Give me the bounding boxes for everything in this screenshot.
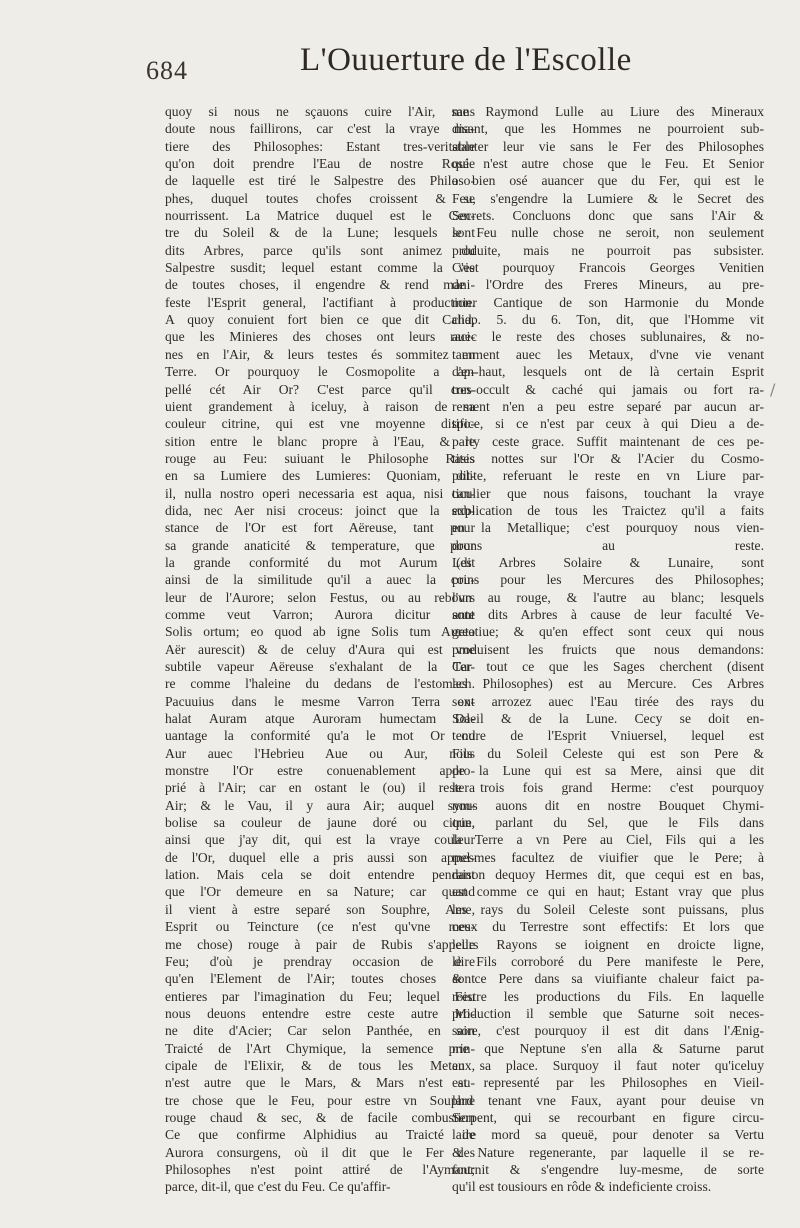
text-line: est comme ce qui en haut; Estant vray que plus	[452, 884, 764, 900]
text-line: Serpent, qui se recourbant en figure circu-	[452, 1109, 764, 1125]
left-text-column	[165, 103, 475, 1196]
text-line: polite, referuant le reste en vn Liure par-	[452, 468, 764, 484]
text-line: explication de tous les Traictez qu'il a faits	[452, 502, 764, 518]
text-line: qu'on doit prendre l'Eau de nostre Rosée	[165, 156, 475, 172]
text-line: disant, que les Hommes ne pourroient sub-	[452, 121, 764, 137]
text-line: feste l'Esprit general, l'actifiant à production.	[165, 294, 475, 310]
text-line: stanter leur vie sans le Fer des Philosophes	[452, 138, 764, 154]
text-line: nes en l'Air, & leurs testes és sommitez en	[165, 346, 475, 362]
text-line: mier Cantique de son Harmonie du Monde	[452, 294, 764, 310]
text-line: tamment auec les Metaux, d'vne vie venant	[452, 346, 764, 362]
text-line: a bien osé auancer que du Fer, qui est le	[452, 173, 764, 189]
text-line: rouge chaud & sec, & de facile combustion	[165, 1109, 475, 1125]
text-line: Philosophes n'est point attiré de l'Aymant;	[165, 1161, 475, 1177]
text-line: getatiue; & qu'en effect sont ceux qui nous	[452, 624, 764, 640]
text-line: ainsi de la similitude qu'il a auec la cou-	[165, 572, 475, 588]
text-line: sont arrozez auec l'Eau tirée des rays du	[452, 693, 764, 709]
text-line: uantage la conformité qu'a le mot Or ou	[165, 728, 475, 744]
text-line: tre chose que le Feu, pour estre vn Souphre	[165, 1092, 475, 1108]
text-line: tendre de l'Esprit Vniuersel, lequel est	[452, 728, 764, 744]
text-line: Aurora consurgens, où il dit que le Fer des	[165, 1144, 475, 1160]
text-line: laire mord sa queuë, pour denoter sa Vertu	[452, 1127, 764, 1143]
text-line: de la Lune qui est sa Mere, ainsi que dit	[452, 763, 764, 779]
text-line: tre du Soleil & de la Lune; lesquels sont	[165, 225, 475, 241]
text-line: Air; & le Vau, il y aura Air; auquel sym-	[165, 797, 475, 813]
text-line: Aur auec l'Hebrieu Aue ou Aur, nous	[165, 745, 475, 761]
text-line: qu'en l'Element de l'Air; toutes choses sont	[165, 971, 475, 987]
text-line: qui n'est autre chose que le Feu. Et Senior	[452, 156, 764, 172]
text-line: nourrissent. La Matrice duquel est le Cen-	[165, 208, 475, 224]
text-line: entieres par l'imagination du Feu; lequel Feu	[165, 988, 475, 1004]
text-line: me Raymond Lulle au Liure des Mineraux	[452, 104, 764, 119]
text-line: bolise sa couleur de jaune doré ou citrin,	[165, 815, 475, 831]
text-line: re comme l'haleine du dedans de l'estomach.	[165, 676, 475, 692]
text-line: Soleil & de la Lune. Cecy se doit en-	[452, 711, 764, 727]
text-line: qu'il est tousiours en rôde & indeficiente croiss.	[452, 1179, 712, 1195]
text-line: uient grandement à iceluy, à raison de sa	[165, 398, 475, 414]
text-line: monstre l'Or estre conuenablement appro-	[165, 763, 475, 779]
text-line: en sa Lumiere des Lumieres: Quoniam, dit-	[165, 468, 475, 484]
text-line: sa grande anaticité & temperature, que pour	[165, 537, 475, 553]
text-line: les Philosophes) est au Mercure. Ces Arbres	[452, 676, 764, 692]
text-line: tites nottes sur l'Or & l'Acier du Cosmo-	[452, 450, 764, 466]
text-line: Solis ortum; eo quod ab igne Solis tum Aureo	[165, 624, 475, 640]
text-line: Car tout ce que les Sages cherchent (disent	[452, 659, 764, 674]
text-line: nous deuons entendre estre ceste autre Mi-	[165, 1005, 475, 1021]
text-line: Secrets. Concluons donc que sans l'Air &	[452, 208, 764, 224]
text-line: A quoy conuient fort bien ce que dit Calid,	[165, 312, 475, 328]
page-header	[0, 36, 800, 96]
text-line: Les Arbres Solaire & Lunaire, sont	[452, 554, 764, 570]
text-line: couleur citrine, qui est vne moyenne dispo-	[165, 416, 475, 432]
text-line: que l'Or demeure en sa Nature; car quand	[165, 884, 475, 900]
text-line: Salpestre susdit; lequel estant comme la vie	[165, 260, 475, 276]
text-line: leur de l'Aurore; selon Festus, ou au rebours	[165, 589, 475, 605]
text-line: que les Minieres des choses ont leurs raci-	[165, 329, 475, 345]
text-line: chap. 5. du 6. Ton, dit, que l'Homme vit	[452, 312, 764, 328]
text-line: production il semble que Saturne soit neces-	[452, 1005, 764, 1021]
text-line: la grande conformité du mot Aurum (dit	[165, 554, 475, 570]
text-line: il, nulla nostro operi necessaria est aqua, nisi can-	[165, 485, 475, 501]
text-line: dits Arbres, parce qu'ils sont animez du	[165, 242, 475, 258]
text-line: Pacuuius dans le mesme Varron Terra ex-	[165, 693, 475, 709]
text-line: sition entre le blanc propre à l'Eau, & le	[165, 433, 475, 449]
text-line: ceux du Terrestre sont effectifs: Et lors que	[452, 919, 764, 935]
text-line: leurs Rayons se ioignent en droicte ligne,	[452, 936, 764, 952]
text-line: sont dits Arbres à cause de leur faculté Ve-	[452, 606, 764, 622]
text-line: ticulier que nous faisons, touchant la vraye	[452, 485, 764, 501]
margin-mark: /	[770, 380, 776, 399]
text-line: Aër aurescit) & de celuy d'Aura qui est vne	[165, 641, 475, 657]
text-line: Feu, s'engendre la Lumiere & le Secret des	[452, 190, 764, 206]
text-line: de laquelle est tiré le Salpestre des Philoso-	[165, 173, 475, 189]
text-line: roistre les productions du Fils. En laquelle	[452, 988, 764, 1004]
text-line: est representé par les Philosophes en Vieil-	[452, 1075, 764, 1091]
text-line: saire, c'est pourquoy il est dit dans l'Ænig-	[452, 1023, 764, 1039]
text-line: & Nature regenerante, par laquelle il se re-	[452, 1144, 764, 1160]
text-line: tres-occult & caché qui jamais ou fort ra-	[452, 381, 764, 397]
text-line: de toutes choses, il engendre & rend mani-	[165, 277, 475, 293]
text-line: le trois fois grand Herme: c'est pourquoy	[452, 780, 764, 796]
text-line: de l'Ordre des Freres Mineurs, au pre-	[452, 277, 764, 293]
text-line: comme veut Varron; Aurora dicitur ante	[165, 606, 475, 622]
text-line: prié à l'Air; car en ostant le (ou) il restera	[165, 780, 475, 796]
text-line: phes, duquel toutes chofes croissent & se	[165, 190, 475, 206]
right-text-column	[452, 103, 764, 1196]
text-line: d'en-haut, lesquels ont de là certain Esprit	[452, 364, 764, 380]
text-line: Fils du Soleil Celeste qui est son Pere &	[452, 745, 764, 761]
text-line: pellé cét Air Or? C'est parce qu'il con-	[165, 381, 475, 397]
text-line: quoy si nous ne sçauons cuire l'Air, sans	[165, 104, 475, 119]
text-line: lation. Mais cela se doit entendre pendant	[165, 867, 475, 883]
text-line: auec le reste des choses sublunaires, & no-	[452, 329, 764, 345]
text-line: doute nous faillirons, car c'est la vraye ma-	[165, 121, 475, 137]
text-line: en sa place. Surquoy il faut noter qu'iceluy	[452, 1057, 764, 1073]
text-line: n'est autre que le Mars, & Mars n'est au-	[165, 1075, 475, 1091]
text-line: raison dequoy Hermes dit, que cequi est en bas,	[452, 867, 764, 883]
text-line: halat Auram atque Auroram humectam Da-	[165, 711, 475, 727]
text-line: C'est pourquoy Francois Georges Venitien	[452, 260, 764, 276]
text-line: me chose) rouge à pair de Rubis s'appelle	[165, 936, 475, 952]
text-line: Ce que confirme Alphidius au Traicté de	[165, 1127, 475, 1143]
text-line: prins pour les Mercures des Philosophes;	[452, 572, 764, 588]
text-line: Terre. Or pourquoy le Cosmopolite a ap-	[165, 364, 475, 380]
text-line: que, parlant du Sel, que le Fils dans	[452, 815, 764, 831]
text-line: dida, nec Aer nisi croceus: joinct que la sub-	[165, 502, 475, 518]
text-line: party ceste grace. Suffit maintenant de ces pe-	[452, 433, 764, 449]
text-line: produisent les fruicts que nous demandons:	[452, 641, 764, 657]
text-line: rouge au Feu: suiuant le Philosophe Rasis	[165, 450, 475, 466]
text-line: cipale de l'Elixir, & de tous les Metaux,	[165, 1057, 475, 1073]
text-line: fournit & s'engendre luy-mesme, de sorte	[452, 1161, 764, 1177]
text-line: lard tenant vne Faux, ayant pour deuise vn	[452, 1092, 764, 1108]
text-line: & ce Pere dans sa viuifiante chaleur faict pa-	[452, 971, 764, 987]
text-line: parce, dit-il, que c'est du Feu. Ce qu'affir-	[165, 1179, 391, 1195]
text-line: le Feu nulle chose ne seroit, non seulement	[452, 225, 764, 241]
text-line: ainsi que j'ay dit, qui est la vraye couleur	[165, 832, 475, 848]
text-line: Feu; d'où je prendray occasion de dire	[165, 953, 475, 969]
text-line: tiere des Philosophes: Estant tres-veritable	[165, 138, 475, 154]
text-line: la Terre a vn Pere au Ciel, Fils qui a les	[452, 832, 764, 848]
text-line: subtile vapeur Aëreuse s'exhalant de la Ter-	[165, 659, 475, 674]
running-title: L'Ouuerture de l'Escolle	[300, 42, 632, 78]
text-line: mesmes facultez de viuifier que le Pere; à	[452, 849, 764, 865]
text-line: de l'Or, duquel elle a pris aussi son appel-	[165, 849, 475, 865]
text-line: rement n'en a peu estre separé par aucun ar-	[452, 398, 764, 414]
text-line: produite, mais ne pourroit pas subsister.	[452, 242, 764, 258]
text-line: il vient à estre separé son Souphre, Ame,	[165, 901, 475, 917]
text-line: les rays du Soleil Celeste sont puissans, plus	[452, 901, 764, 917]
text-line: en la Metallique; c'est pourquoy nous vien-	[452, 520, 764, 536]
text-line: drons au reste.	[452, 537, 764, 553]
text-line: nous auons dit en nostre Bouquet Chymi-	[452, 797, 764, 813]
text-line: stance de l'Or est fort Aëreuse, tant pour	[165, 520, 475, 536]
page-number: 684	[146, 56, 188, 85]
text-line: me que Neptune s'en alla & Saturne parut	[452, 1040, 764, 1056]
text-line: l'vn au rouge, & l'autre au blanc; lesquels	[452, 589, 764, 605]
text-line: ne dite d'Acier; Car selon Panthée, en son	[165, 1023, 475, 1039]
text-line: tifice, si ce n'est par ceux à qui Dieu a de-	[452, 416, 764, 432]
text-line: le Fils corroboré du Pere manifeste le Pere,	[452, 953, 764, 969]
text-line: Esprit ou Teincture (ce n'est qu'vne mes-	[165, 919, 475, 935]
text-line: Traicté de l'Art Chymique, la semence prin-	[165, 1040, 475, 1056]
